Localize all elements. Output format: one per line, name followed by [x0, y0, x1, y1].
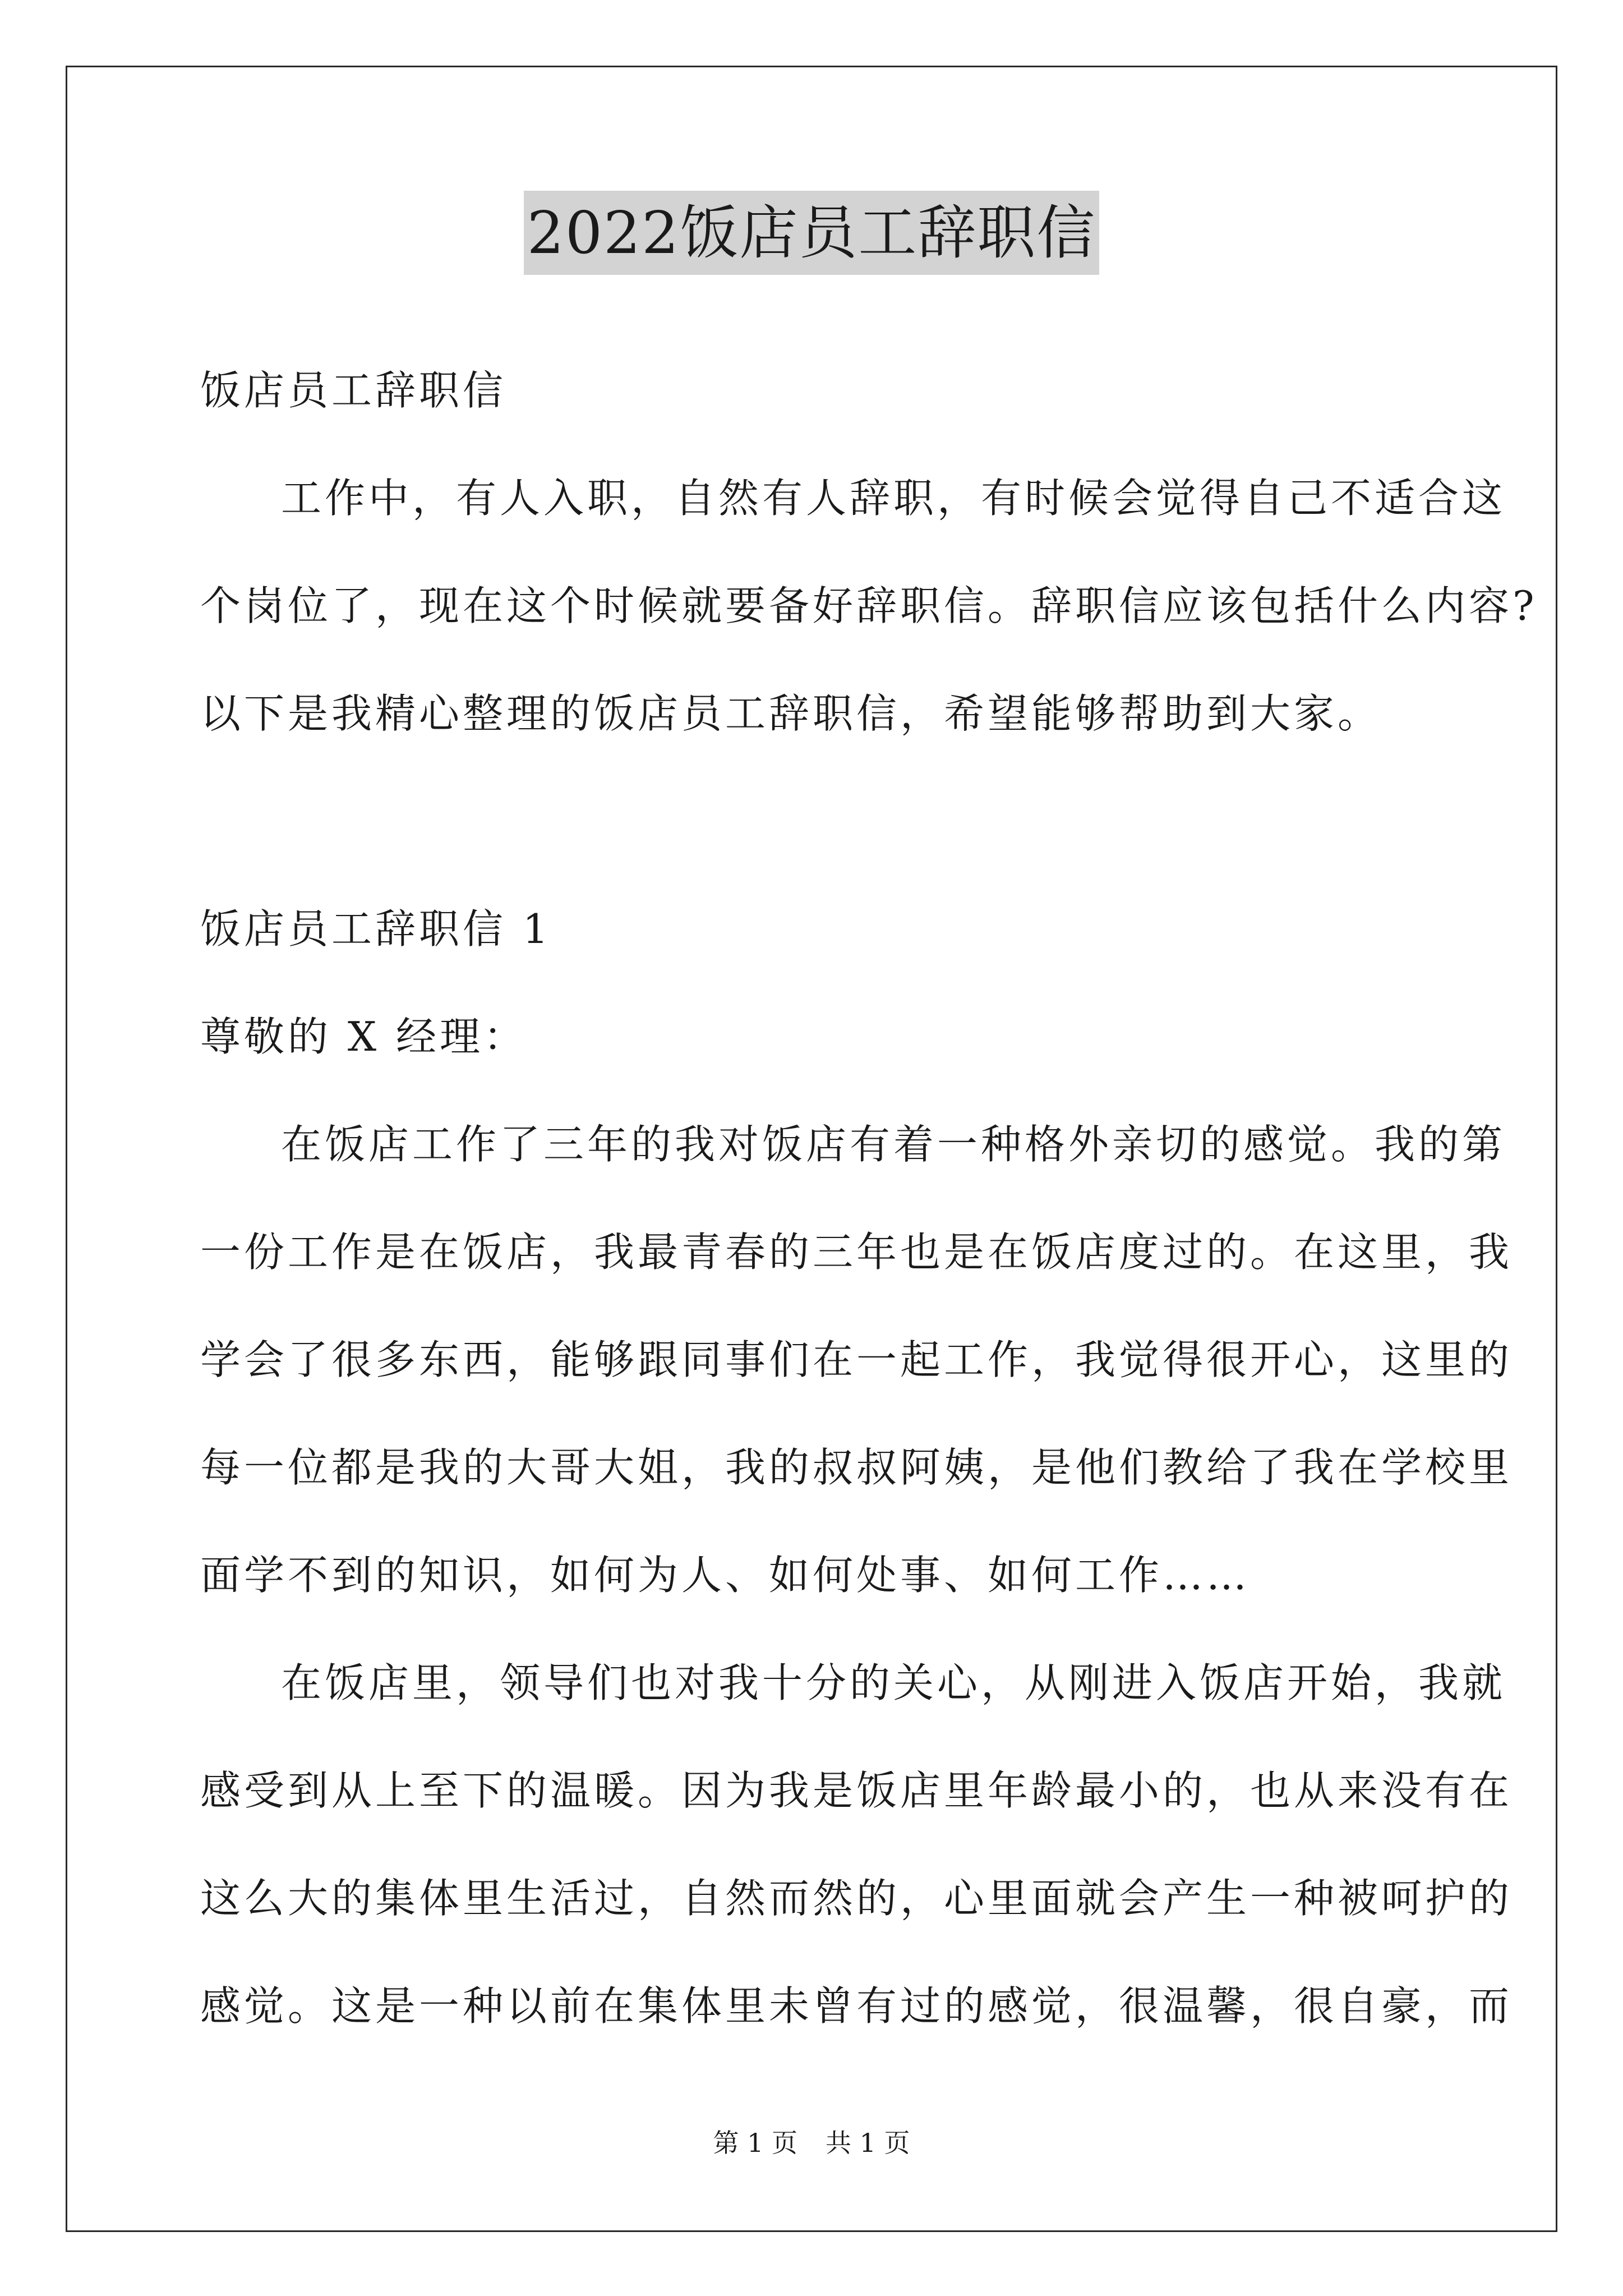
spacer [200, 767, 1423, 875]
page-footer [0, 2126, 1623, 2160]
intro-line: 工作中，有人入职，自然有人辞职，有时候会觉得自己不适合这 [281, 475, 1506, 522]
paragraph1-line: 面学不到的知识，如何为人、如何处事、如何工作…… [200, 1552, 1251, 1599]
title-wrapper [200, 191, 1423, 275]
salutation: 尊敬的 X 经理： [200, 1013, 528, 1060]
section-heading: 饭店员工辞职信 1 [200, 905, 552, 953]
intro-line: 个岗位了，现在这个时候就要备好辞职信。辞职信应该包括什么内容? [200, 582, 1538, 629]
paragraph2-line: 感觉。这是一种以前在集体里未曾有过的感觉，很温馨，很自豪，而 [200, 1982, 1513, 2030]
document-subtitle: 饭店员工辞职信 [200, 367, 507, 414]
paragraph2-line: 感受到从上至下的温暖。因为我是饭店里年龄最小的，也从来没有在 [200, 1767, 1513, 1814]
paragraph1-line: 在饭店工作了三年的我对饭店有着一种格外亲切的感觉。我的第 [281, 1121, 1506, 1168]
document-title: 2022饭店员工辞职信 [524, 191, 1100, 275]
paragraph1-line: 学会了很多东西，能够跟同事们在一起工作，我觉得很开心，这里的 [200, 1336, 1513, 1383]
page-number-current: 第 1 页 [713, 2128, 797, 2158]
intro-line: 以下是我精心整理的饭店员工辞职信，希望能够帮助到大家。 [200, 690, 1382, 737]
page-number-total: 共 1 页 [826, 2128, 910, 2158]
paragraph1-line: 每一位都是我的大哥大姐，我的叔叔阿姨，是他们教给了我在学校里 [200, 1444, 1513, 1491]
paragraph1-line: 一份工作是在饭店，我最青春的三年也是在饭店度过的。在这里，我 [200, 1228, 1513, 1276]
document-body [200, 191, 1538, 2060]
paragraph2-line: 在饭店里，领导们也对我十分的关心，从刚进入饭店开始，我就 [281, 1659, 1506, 1706]
paragraph2-line: 这么大的集体里生活过，自然而然的，心里面就会产生一种被呵护的 [200, 1875, 1513, 1922]
